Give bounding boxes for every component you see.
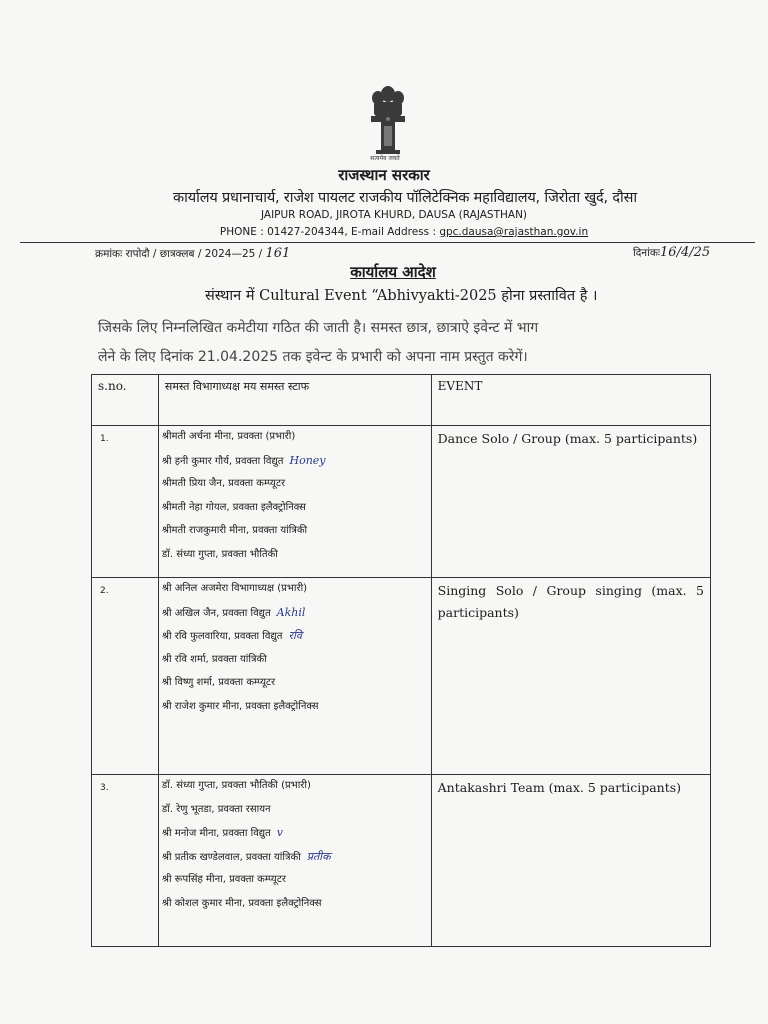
order-line-1: संस्थान में Cultural Event “Abhivyakti-2025 होना प्रस्तावित है । xyxy=(205,288,598,304)
staff-name: श्री रवि फुलवारिया, प्रवक्ता विद्युत xyxy=(161,631,283,642)
staff-member xyxy=(162,848,431,872)
row-staff-cell xyxy=(158,578,431,775)
staff-member: श्री रवि शर्मा, प्रवक्ता यांत्रिकी xyxy=(161,653,267,665)
phone-text: PHONE : 01427-204344, E-mail Address : xyxy=(219,226,440,238)
header-sno: s.no. xyxy=(92,375,159,426)
staff-member: श्रीमती नेहा गोयल, प्रवक्ता इलैक्ट्रोनिक्स xyxy=(161,501,306,513)
order-title: कार्यालय आदेश xyxy=(350,263,436,281)
signature: Akhil xyxy=(276,605,306,619)
staff-name: श्री मनोज मीना, प्रवक्ता विद्युत xyxy=(161,828,271,839)
signature: प्रतीक xyxy=(306,849,331,863)
row-staff-cell xyxy=(158,426,431,578)
signature: v xyxy=(276,826,283,839)
contact-line xyxy=(0,226,768,238)
row-sno: 2. xyxy=(92,578,159,775)
address-line: JAIPUR ROAD, JIROTA KHURD, DAUSA (RAJASTHAN) xyxy=(260,209,528,221)
staff-member: श्री राजेश कुमार मीना, प्रवक्ता इलैक्ट्रोनिक्स xyxy=(161,700,319,712)
staff-list xyxy=(159,775,431,918)
row-event: Antakashri Team (max. 5 participants) xyxy=(431,775,710,947)
staff-list xyxy=(159,578,431,721)
staff-name: श्री प्रतीक खण्डेलवाल, प्रवक्ता यांत्रिकी xyxy=(161,851,301,863)
row-event: Dance Solo / Group (max. 5 participants) xyxy=(431,426,710,578)
order-line-3: लेने के लिए दिनांक 21.04.2025 तक इवेन्ट के प्रभारी को अपना नाम प्रस्तुत करेगें। xyxy=(98,349,528,365)
staff-name: श्री हनी कुमार गौर्य, प्रवक्ता विद्युत xyxy=(161,455,284,467)
office-title: कार्यालय प्रधानाचार्य, राजेश पायलट राजकीय पॉलिटेक्निक महाविद्यालय, जिरोता खुर्द, दौसा xyxy=(173,190,637,206)
staff-member: श्रीमती प्रिया जैन, प्रवक्ता कम्प्यूटर xyxy=(161,478,286,489)
table-header-row xyxy=(92,375,711,426)
staff-member: श्री अनिल अजमेरा विभागाध्यक्ष (प्रभारी) xyxy=(161,583,308,594)
staff-member: श्रीमती राजकुमारी मीना, प्रवक्ता यांत्रिकी xyxy=(161,525,308,536)
reference-label: क्रमांकः रापोदौ / छात्रक्लब / 2024—25 / xyxy=(95,248,266,260)
staff-member xyxy=(162,604,431,628)
staff-member xyxy=(162,452,431,476)
state-emblem-icon xyxy=(366,80,410,158)
staff-member: श्रीमती अर्चना मीना, प्रवक्ता (प्रभारी) xyxy=(161,431,296,442)
staff-member: श्री कोशल कुमार मीना, प्रवक्ता इलैक्ट्रोनिक्स xyxy=(161,897,322,909)
staff-member: श्री विष्णु शर्मा, प्रवक्ता कम्प्यूटर xyxy=(161,677,276,688)
signature: Honey xyxy=(289,453,326,467)
row-sno: 1. xyxy=(92,426,159,578)
reference-handwritten-number: 161 xyxy=(265,246,291,261)
row-sno: 3. xyxy=(92,775,159,947)
order-date xyxy=(633,245,710,260)
signature: रवि xyxy=(288,629,302,642)
header-divider xyxy=(20,242,755,243)
staff-member: श्री रूपसिंह मीना, प्रवक्ता कम्प्यूटर xyxy=(161,874,286,885)
staff-member xyxy=(162,627,431,651)
staff-member: डॉ. रेणु भूतडा, प्रवक्ता रसायन xyxy=(161,803,271,815)
staff-member xyxy=(162,824,431,848)
emblem-motto: सत्यमेव जयते xyxy=(370,155,400,162)
row-staff-cell xyxy=(158,775,431,947)
table-row xyxy=(92,426,711,578)
government-title: राजस्थान सरकार xyxy=(338,166,430,184)
header-event: EVENT xyxy=(431,375,710,426)
reference-number xyxy=(95,246,290,261)
table-row xyxy=(92,775,711,947)
table-row xyxy=(92,578,711,775)
staff-name: श्री अखिल जैन, प्रवक्ता विद्युत xyxy=(161,607,271,619)
staff-member: डॉ. संध्या गुप्ता, प्रवक्ता भौतिकी (प्रभारी) xyxy=(161,780,311,791)
email-link[interactable]: gpc.dausa@rajasthan.gov.in xyxy=(439,226,589,238)
staff-list xyxy=(159,426,431,569)
committee-table xyxy=(91,374,711,947)
staff-member: डॉ. संध्या गुप्ता, प्रवक्ता भौतिकी xyxy=(161,548,278,560)
header-staff: समस्त विभागाध्यक्ष मय समस्त स्टाफ xyxy=(158,375,431,426)
date-handwritten-value: 16/4/25 xyxy=(660,245,711,260)
row-event: Singing Solo / Group singing (max. 5 participants) xyxy=(431,578,710,775)
order-line-2: जिसके लिए निम्नलिखित कमेटीया गठित की जाती है। समस्त छात्र, छात्राऐ इवेन्ट में भाग xyxy=(98,320,539,336)
date-label: दिनांकः xyxy=(633,247,661,259)
